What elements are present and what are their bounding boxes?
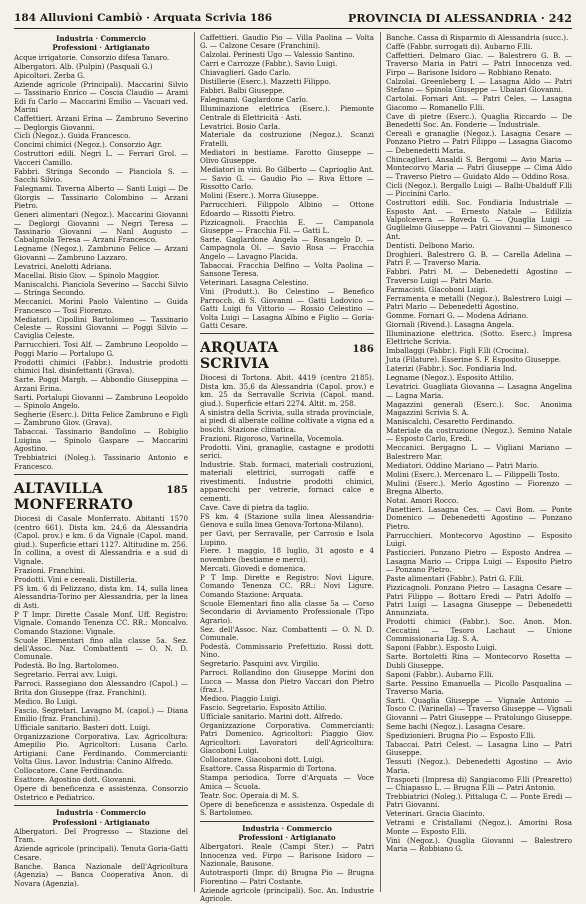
col1-part3 — [14, 809, 188, 888]
header-left: 184 Alluvioni Cambiò · Arquata Scrivia 186 — [14, 12, 273, 24]
col3-lines — [386, 34, 572, 854]
directory-entry: Banche. Cassa di Risparmio di Alessandria (succ.). — [386, 33, 569, 42]
directory-entry: Illuminazione elettrica (Eserc.). Piemonte Centrale di Elettricità · Asti. — [200, 104, 374, 122]
col1-part1 — [14, 35, 188, 471]
directory-entry: Mediatori in vini. Bo Gilberto — Caprioglio Ant. — Savio G. — Gaudio Pio — Riva Ettore — Rissotto Carlo. — [200, 165, 374, 192]
directory-entry: Panettieri. Lasagna Ces. — Cavi Bom. — Ponte Domenico — Debenedetti Agostino — Ponzano Pietro. — [386, 504, 572, 531]
directory-entry: Falegnami. Gaglardone Carlo. — [200, 95, 308, 105]
directory-entry: Pasticcieri. Ponzano Pietro — Esposto Andrea — Lasagna Mario — Crippa Luigi — Esposito Pietro — Ponzano Pietro. — [386, 548, 572, 575]
directory-entry: Levatrici. Bosio Carla. — [200, 121, 281, 131]
directory-entry: Tabaccai. Patri Celest. — Lasagna Lino — Patri Giuseppe. — [386, 739, 572, 758]
directory-entry: Macellai. Bisio Giov. — Spinolo Maggior. — [14, 270, 160, 280]
directory-entry: Autotrasporti (Impr. di) Brugna Pio — Brugna Fiorentino — Patri Costante. — [200, 868, 374, 886]
directory-entry: Juta (Filature). Esserine S. F. Esposito Giuseppe. — [386, 355, 562, 365]
section-heading: Industria · Commercio — [56, 808, 146, 818]
directory-entry: Acque irrigatorie. Consorzio difesa Tanaro. — [14, 52, 170, 62]
directory-entry: Farmacisti. Giacoboni Luigi. — [386, 284, 488, 294]
directory-entry: Sarti. Portalupi Giovanni — Zambruno Leopoldo — Spinolo Angelo. — [14, 392, 188, 411]
directory-entry: Teatr. Soc. Operaia di M. S. — [200, 790, 299, 800]
directory-entry: Giornali (Rivend.). Lasagna Angela. — [386, 319, 514, 329]
directory-entry: Collocatore. Giacoboni dott. Luigi. — [200, 755, 324, 765]
directory-entry: Sarti. Quaglia Giuseppe — Vignale Antonio — Tosco C. (Varinella) — Traverso Giuseppe — Vignali Giovanni — Patri Giuseppe — Pratolungo Giuseppe. — [386, 695, 572, 722]
directory-entry: Prodotti. Vini, granaglie, castagne e prodotti serici. — [200, 442, 374, 460]
directory-entry: Maniscalchi. Pianciola Severino — Sacchi Silvio — Stringa Secondo. — [14, 279, 188, 298]
directory-entry: Frazioni. Franchini. — [14, 565, 86, 575]
directory-entry: Cereali e granaglie (Negoz.). Lasagna Cesare — Ponzano Pietro — Patri Filippo — Lasagna Giacomo — Debenedetti Maria. — [386, 128, 572, 155]
directory-entry: Maniscalchi. Cesaretto Ferdinando. — [386, 416, 515, 426]
directory-entry: Mediatori in bestiame. Farotto Giuseppe — Olivo Giuseppe. — [200, 147, 374, 166]
directory-entry: Aziende agricole (Principali). Maccarini Silvio — Tassinario Enrico — Coscia Claudio — Arami Edi fu Carlo — Maccarini Emilio — Vacuari ved. Marini — [14, 79, 188, 115]
directory-entry: Fabbri. Patri M. — Debenedetti Agostino — Traverso Luigi — Patri Mario. — [386, 267, 572, 285]
directory-entry: Laterizi (Fabbr.). Soc. Fondiaria Ind. — [386, 364, 517, 374]
directory-entry: Aziende agricole (principali). Soc. An. Industrie Agricole. — [200, 885, 374, 904]
directory-entry: Cicli (Negoz.). Guida Francesco. — [14, 131, 131, 141]
directory-entry: Parroci. Rollandino don Giuseppe Morini don Lucca — Massa don Pietro Vaccari don Pietro (fraz.). — [200, 668, 374, 695]
directory-entry: Meccanici. Bergagno L. — Vigliani Mariano — Balestrero Mar. — [386, 443, 572, 461]
directory-entry: Caffè (Fabbr. surrogati di). Aubarno F.lli. — [386, 41, 533, 51]
directory-entry: Fabbri. Stringa Secondo — Pianciola S. — Sacchi Silvio. — [14, 166, 188, 185]
section-heading: Professioni · Artigianato — [52, 43, 150, 53]
directory-entry: Imballaggi (Fabbr.). Figli F.lli (Crocina). — [386, 346, 529, 356]
directory-entry: Ferramenta e metalli (Negoz.). Balestrero Luigi — Patri Mario — Debenedetti Agostino. — [386, 293, 572, 312]
directory-entry: Apicoltori. Zerba G. — [14, 70, 85, 80]
directory-entry: Cave. Cave di pietra da taglio. — [200, 502, 309, 512]
directory-entry: Pizzicagnoli. Fracchia E. — Campanola Giuseppe — Fracchia Fil. — Gatti L. — [200, 217, 374, 235]
directory-entry: Seme bachi (Negoz.). Lasagna Cesare. — [386, 721, 526, 731]
directory-entry: In collina, a ovest di Alessandria e a sud di Vignale. — [14, 548, 188, 566]
directory-entry: Veterinari. Gracia Giacinto. — [386, 809, 485, 819]
directory-entry: Scuole Elementari fino alla classe 5a. Sez. dell'Assoc. Naz. Combattenti — O. N. D. Comunale. — [14, 635, 188, 662]
directory-entry: Parroci. Rassegiano don Alessandro (Capol.) — Brita don Giuseppe (fraz. Franchini). — [14, 679, 188, 697]
section-heading: Industria · Commercio — [242, 823, 332, 833]
directory-entry: Concimi chimici (Negoz.). Consorzio Agr. — [14, 140, 162, 150]
directory-entry: Tessuti (Negoz.). Debenedetti Agostino — Avio Maria. — [386, 757, 572, 775]
directory-entry: Notai. Amori Rocco. — [386, 496, 459, 506]
directory-entry: Albergatori. Reale (Campi Ster.) — Patri Innocenza ved. Firpo — Barisone Isidoro — Nazionale, Bausone. — [200, 842, 374, 869]
directory-entry: Organizzazione Corporativa. Lav. Agricoltura: Amepilio Pio. Agricoltori: Lusana Carlo. Artigiani: Cane Ferdinando. Commercianti: Volta Gius. Lavor. Industria: Canino Alfredo. — [14, 731, 188, 767]
directory-entry: Molini (Eserc.). Morra Giuseppe. — [200, 191, 319, 201]
town-number: 186 — [352, 344, 374, 356]
directory-entry: Diocesi di Tortona. Abit. 4419 (centro 2185). Dista km. 35,6 da Alessandria (Capol. prov.) e km. 25 da Serravalle Scrivia (Capol. mand. giud.). Superficie ettari 2274. Altit. m. 258. — [200, 373, 374, 408]
directory-entry: Gomme. Fornari G. — Modena Adriano. — [386, 311, 529, 320]
directory-entry: Materiale da costruzione (Negoz.). Semino Natale — Esposto Carlo, Eredi. — [386, 425, 572, 444]
page-header — [14, 10, 572, 26]
directory-entry: Trasporti (Impresa di) Sangiacomo F.lli (Prearetto) — Chiapasso L. — Brugna F.lli — Patri Antonio. — [386, 774, 572, 792]
directory-entry: per Gavi, per Serravalle, per Carrosio e Isola Lupino. — [200, 529, 374, 547]
directory-entry: Cicli (Negoz.). Bergallo Luigi — Balbi-Ubalduff F.lli — Piccinini Carlo. — [386, 180, 572, 199]
directory-entry: Prodotti. Vini e cereali. Distilleria. — [14, 574, 138, 584]
column-divider — [380, 32, 381, 892]
directory-entry: Tabaccai. Tassinario Bandolino — Robiglio Luigina — Spinolo Gaspare — Maccarini Agostino. — [14, 427, 188, 454]
directory-entry: Sarte. Poggi Margh. — Abbondio Giuseppina — Arzani Erina. — [14, 375, 188, 393]
directory-entry: Diocesi di Casale Monferrato. Abitanti 1570 (centro 661). Dista km. 24,6 da Alessandria (Capol. prov.) e km. 6 da Vignale (Capol. mand. giud.). Superficie ettari 1127. Altitudine m. 256. — [14, 514, 188, 549]
header-right: PROVINCIA DI ALESSANDRIA · 242 — [347, 11, 572, 25]
directory-entry: Spedizionieri. Brugna Pio — Esposto F.lli. — [386, 730, 536, 740]
directory-entry: Droghieri. Balestrero G. B. — Carella Adelina — Patri F. — Traverso Maria. — [386, 249, 572, 268]
col2-part2 — [200, 374, 374, 817]
directory-entry: Cartolai. Fornari Ant. — Patri Celes. — Lasagna Giacomo — Romanello F.lli. — [386, 94, 572, 112]
directory-entry: Mulini (Eserc.). Merlo Agostino — Fiorenzo — Bregna Alberto. — [386, 478, 572, 497]
column-1 — [14, 34, 188, 892]
directory-entry: Sarte. Bortoletti Rina — Montecorvo Rosetta — Dubli Giuseppe. — [386, 652, 572, 670]
directory-entry: Albergatori. Del Progresso — Stazione del Tram. — [14, 827, 188, 845]
directory-entry: Medico. Bo Luigi. — [14, 696, 78, 706]
directory-entry: Trebbiatrici (Noleg.). Tassinario Antonio e Francesco. — [14, 453, 188, 471]
directory-entry: Segherie (Eserc.). Ditta Felice Zambruno e Figli — Zambruno Giov. (Grava). — [14, 409, 188, 428]
directory-entry: Pizzicagnoli. Ponzano Pietro — Lasagna Cesare — Patri Filippo — Bottaro Eredi — Patri Adolfo — Patri Luigi — Lasagna Giuseppe — Debenedetti Annunziata. — [386, 583, 572, 618]
directory-entry: Mediatori. Oddino Mariano — Patri Mario. — [386, 460, 539, 470]
directory-entry: Caffettieri. Arzani Erina — Zambruno Severino — Deglorgis Giovanni. — [14, 114, 188, 132]
directory-entry: Medico. Piaggio Luigi. — [200, 694, 281, 704]
directory-entry: Opere di beneficenza e assistenza. Consorzio Ostetrico e Pediatrico. — [14, 784, 188, 802]
directory-entry: Chincaglieri. Ansaldi S. Bergomi — Avio Maria — Montecorvo Maria — Patri Giuseppe — Cima Aldo — Traverso Pietro — Guidato Aldo — Oddino Rosa. — [386, 154, 572, 181]
section-heading: Industria · Commercio — [56, 34, 146, 43]
directory-entry: Meccanici. Morini Paolo Valentino — Guida Francesco — Tosi Fiorenzo. — [14, 297, 188, 315]
town-title: ARQUATA SCRIVIA — [200, 340, 279, 373]
directory-entry: Parrucchieri. Montecorvo Agostino — Esposito Luigi. — [386, 530, 572, 549]
directory-entry: Generi alimentari (Negoz.). Maccarini Giovanni — Deglorgi Giovanni — Negri Teresa — Tassinario Giovanni — Nanl Augusto — Cabalgnola Teresa — Arzani Francesco. — [14, 210, 188, 245]
section-rule — [200, 333, 374, 334]
column-2 — [200, 33, 374, 904]
directory-entry: Falegnami. Taverna Alberto — Santi Luigi — De Giorgis — Tassinario Colombino — Arzani Pietro. — [14, 184, 188, 211]
directory-entry: Frazioni. Rigoroso, Varinella, Vocemola. — [200, 433, 344, 443]
directory-entry: Collocatore. Cane Ferdinando. — [14, 766, 124, 776]
directory-entry: Levatrici. Anelotti Adriana. — [14, 261, 112, 271]
section-rule — [14, 805, 188, 806]
directory-entry: Veterinari. Lasagna Celestino. — [200, 278, 309, 288]
directory-entry: Podestà. Commissario Prefettizio. Rossi dott. Nino. — [200, 641, 374, 660]
directory-entry: Aziende agricole (principali). Tenuta Goria-Gatti Cesare. — [14, 844, 188, 862]
directory-entry: Fabbri. Balbi Giuseppe. — [200, 86, 285, 96]
directory-entry: Mediatori. Cipollini Bartolomeo — Tassinario Celeste — Rossini Giovanni — Poggi Silvio — Caviglia Celeste. — [14, 314, 188, 341]
town-heading — [200, 340, 374, 372]
directory-entry: Tabaccai. Fracchia Delfino — Volta Paolina — Sansone Teresa. — [200, 260, 374, 279]
directory-entry: Levatrici. Guagliata Giovanna — Lasagna Angelina — Lagna Maria. — [386, 382, 572, 400]
section-rule — [14, 474, 188, 475]
directory-entry: Saponi (Fabbr.). Esposto Luigi. — [386, 643, 497, 653]
section-heading: Professioni · Artigianato — [238, 832, 336, 842]
directory-entry: Sez. dell'Assoc. Naz. Combattenti — O. N. D. Comunale. — [200, 624, 374, 642]
directory-entry: Albergatori. Alb. (Pulpin) (Pasquali G.) — [14, 61, 153, 71]
directory-entry: FS km. 4 (Stazione sulla linea Alessandria-Genova e sulla linea Genova-Tortona-Milano). — [200, 511, 374, 530]
col2-part1 — [200, 34, 374, 330]
column-divider — [194, 32, 195, 892]
directory-entry: Chiavaglieri. Gado Carlo. — [200, 68, 291, 78]
directory-entry: Scuole Elementari fino alla classe 5a — Corso Secondario di Avviamento Professionale (Tipo Agrario). — [200, 598, 374, 625]
col1-part2 — [14, 515, 188, 802]
directory-entry: Esattore. Cassa Risparmio di Tortona. — [200, 764, 337, 774]
directory-entry: Banche. Banca Nazionale dell'Agricoltura (Agenzia) — Banca Cooperativa Anon. di Novara (Agenzia). — [14, 861, 188, 888]
column-3 — [386, 34, 572, 892]
directory-entry: Segretario. Pasquini avv. Virgilio. — [200, 659, 320, 669]
directory-entry: Illuminazione elettrica. (Sotto. Eserc.) Impresa Elettriche Scrivia. — [386, 328, 572, 347]
directory-entry: Mercati. Giovedì e domenica. — [200, 563, 306, 573]
section-heading: Professioni · Artigianato — [52, 817, 150, 827]
directory-entry: Prodotti chimici (Fabbr.). Industrie prodotti chimici Ital. disinfettanti (Grava). — [14, 357, 188, 376]
directory-entry: Dentisti. Delbono Mario. — [386, 240, 475, 250]
directory-entry: Paste alimentari (Fabbr.). Patri G. F.lli. — [386, 574, 525, 584]
directory-entry: Esattore. Agostino dott. Giovanni. — [14, 775, 137, 785]
directory-entry: Parrucchieri. Filippolo Albino — Ottone Edoardo — Rissotti Pietro. — [200, 200, 374, 218]
directory-entry: A sinistra della Scrivia, sulla strada provinciale, ai piedi di alberate colline coltivate a vigna ed a boschi. Stazione climatica. — [200, 407, 374, 434]
directory-entry: Sarte. Gaglardone Angela — Rosangelo D. — Campagnola Ol. — Savio Rosa — Fracchia Angelo — Lavagno Placida. — [200, 234, 374, 261]
directory-entry: Sarte. Pessino Emanuella — Picollo Pasqualina — Traverso Maria. — [386, 678, 572, 696]
directory-entry: Calzolai. Greenleberg I. — Lasagna Aldo — Patri Stefano — Spinola Giuseppe — Ubaiari Giovanni. — [386, 76, 572, 95]
directory-entry: Segretario. Ferrai avv. Luigi. — [14, 670, 118, 680]
directory-entry: Distillerie (Eserc.). Mazzetti Filippo. — [200, 77, 331, 87]
directory-entry: Ufficiale sanitario. Marini dott. Alfredo. — [200, 712, 343, 722]
directory-entry: Vini (Negoz.). Quaglia Giovanni — Balestrero Maria — Robbiano G. — [386, 835, 572, 854]
directory-entry: Fiere. 1 maggio, 18 luglio, 31 agosto e 4 novembre (bestiame e merci). — [200, 546, 374, 564]
header-rule — [14, 28, 572, 29]
directory-entry: Fascio. Segretari. Lavagno M. (capol.) — Diana Emilio (fraz. Franchini). — [14, 705, 188, 724]
directory-entry: Saponi (Fabbr.). Aubarno F.lli. — [386, 669, 494, 679]
directory-entry: Ufficiale sanitario. Basteri dott. Luigi. — [14, 723, 151, 733]
directory-entry: Costruttori edili. Soc. Fondiaria Industriale — Esposto Ant. — Ernesto Natale — Edilizia Valpolcevera — Roveda G. — Quaglia Luigi — Guglielmo Giuseppe — Patri Giovanni — Simonesco Ant. — [386, 198, 572, 241]
directory-entry: Fascio. Segretario. Esposito Attilio. — [200, 703, 327, 713]
directory-entry: Caffettieri. Gaudio Pio — Villa Paolina — Volta G. — Calzone Cesare (Franchini). — [200, 33, 374, 51]
directory-entry: Materiale da costruzione (Negoz.). Scanzi Fratelli. — [200, 130, 374, 148]
section-rule — [200, 821, 374, 822]
directory-entry: Caffettieri. Delmaro Giac. — Balestrero G. B. — Traverso Maria in Patri — Patri Innocenza ved. Firpo — Barisone Isidoro — Robbiano Renato. — [386, 50, 572, 77]
directory-entry: Costruttori edili. Negri L. — Ferrari Grol. — Vacceri Camillo. — [14, 149, 188, 167]
directory-entry: Vini (Produtt.). Bo Celestino — Benefico Parrocch. di S. Giovanni — Gatti Lodovico — Gatti Luigi fu Vittorio — Rossio Celestino — Volta Luigi — Lasagna Albino e Figlio — Goria-Gatti Cesare. — [200, 287, 374, 330]
col2-part3 — [200, 825, 374, 904]
directory-entry: Organizzazione Corporativa. Commercianti: Patri Domenico. Agricoltori: Piaggio Giov. Agricoltori: Lavoratori dell'Agricoltura: Giacoboni Luigi. — [200, 721, 374, 756]
directory-entry: Magazzini generali (Eserc.). Soc. Anonima Magazzini Scrivia S. A. — [386, 399, 572, 417]
directory-entry: Trebbiatrici (Noleg.). Pittaluga C. — Ponte Eredi — Patri Giovanni. — [386, 791, 572, 810]
directory-entry: Legname (Negoz.). Esposito Attilio. — [386, 373, 514, 383]
directory-entry: Industrie. Stab. formaci, materiali costruzioni, materiali elettrici, surrogati caffè e rivestimenti. Industrie prodotti chimici, apparecchi per vetrerie, fornaci calce e cementi. — [200, 459, 374, 503]
directory-entry: Calzolai. Perinesti Ugo — Valessio Santino. — [200, 50, 355, 60]
directory-entry: P T Imp. Dirette e Registro: Novi Ligure. Comando Tenenza CC. RR.: Novi Ligure. Comando Stazione: Arquata. — [200, 572, 374, 599]
directory-entry: Legname (Negoz.). Zambruno Felice — Arzani Giovanni — Zambruno Lazzaro. — [14, 244, 188, 262]
directory-entry: FS km. 6 di Felizzano, dista km. 14, sulla linea Alessandria-Torino per Alessandria, per la linea di Asti. — [14, 583, 188, 610]
directory-entry: Opere di beneficenza e assistenza. Ospedale di S. Bartolomeo. — [200, 799, 374, 818]
directory-entry: Vetrami e Cristallami (Negoz.). Amorini Rosa Monte — Esposto F.lli. — [386, 818, 572, 836]
town-heading — [14, 481, 188, 513]
directory-entry: Podestà. Bo Ing. Bartolomeo. — [14, 661, 119, 671]
directory-entry: Molini (Eserc.). Mercenaro L. — Filippelli Tosto. — [386, 469, 560, 479]
directory-entry: P T Impr. Dirette Casale Monf. Uff. Registro: Vignale. Comando Tenenza CC. RR.: Moncalvo. Comando Stazione: Vignale. — [14, 609, 188, 636]
directory-entry: Parrucchieri. Tosi Alf. — Zambruno Leopoldo — Poggi Mario — Portalupo G. — [14, 340, 188, 358]
town-title: ALTAVILLA MONFERRATO — [14, 481, 134, 514]
directory-entry: Cave di pietre (Eserc.). Quaglia Riccardo — De Benedetti Soc. An. Fonderie — Industriale. — [386, 111, 572, 130]
directory-entry: Prodotti chimici (Fabbr.). Soc. Anon. Mon. Ceccatini — Tesoro Lachaut — Unione Commissionaria Lig. S. A. — [386, 617, 572, 644]
town-number: 185 — [166, 485, 188, 497]
directory-entry: Stampa periodica. Torre d'Arquata — Voce Amica — Scuola. — [200, 773, 374, 791]
directory-entry: Carri e Carrozze (Fabbr.). Savio Luigi. — [200, 59, 338, 69]
